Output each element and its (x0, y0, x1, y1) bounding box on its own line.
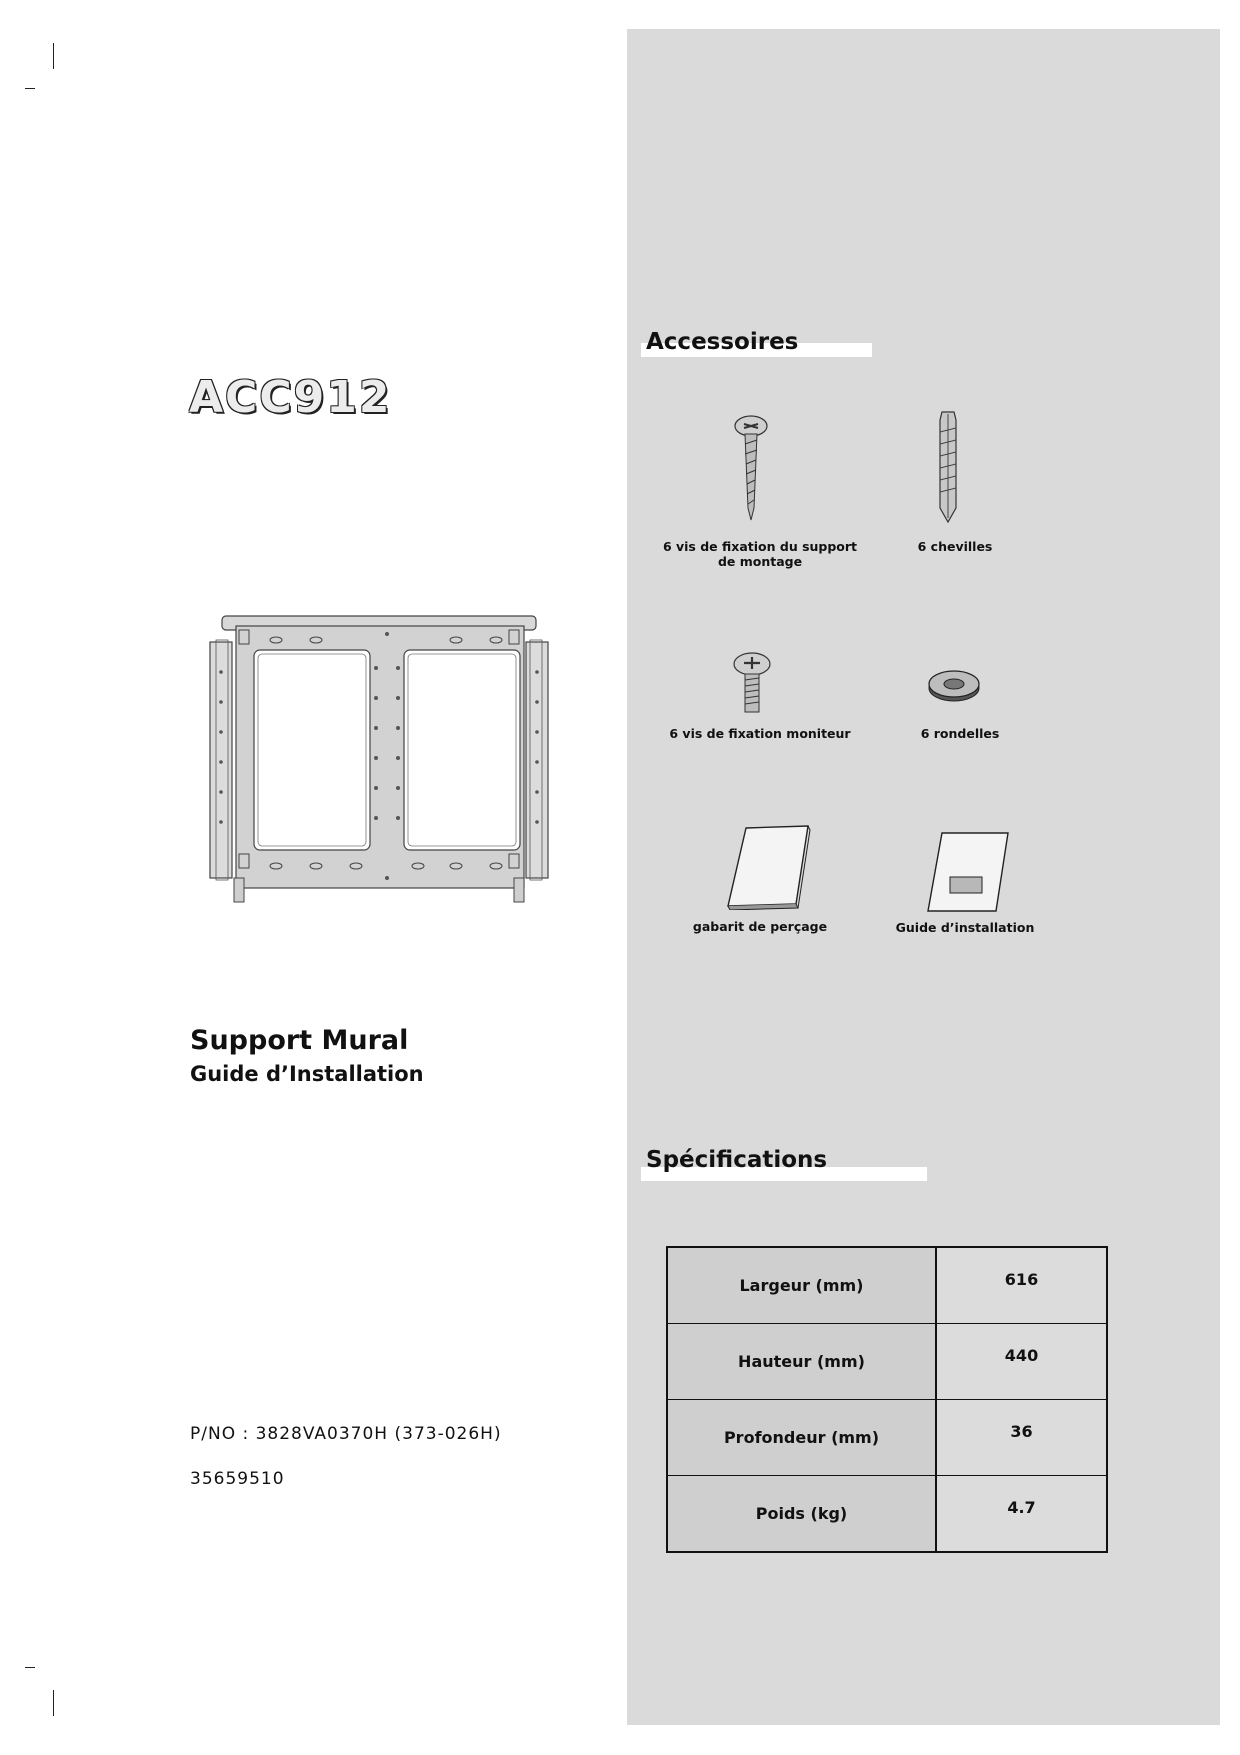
crop-mark (25, 88, 35, 89)
accessory-label: Guide d’installation (895, 920, 1035, 935)
accessories-heading: Accessoires (646, 329, 799, 355)
wall-anchor-icon (930, 408, 966, 526)
spec-label: Poids (kg) (667, 1476, 936, 1553)
table-row (667, 1400, 1107, 1476)
table-row (667, 1324, 1107, 1400)
accessory-label-line: de montage (717, 554, 803, 569)
accessory-label: gabarit de perçage (692, 919, 828, 934)
spec-label: Profondeur (mm) (667, 1400, 936, 1476)
specifications-heading: Spécifications (646, 1147, 828, 1173)
drilling-template-icon (722, 824, 812, 910)
wall-bracket-illustration (206, 612, 552, 906)
spec-value: 4.7 (936, 1476, 1107, 1553)
crop-mark (53, 43, 54, 69)
spec-value: 616 (936, 1247, 1107, 1324)
crop-mark (25, 1667, 35, 1668)
document-subtitle: Guide d’Installation (190, 1062, 424, 1086)
document-code: 35659510 (190, 1469, 285, 1489)
installation-guide-icon (926, 831, 1010, 913)
machine-screw-icon (730, 650, 774, 716)
accessory-label: 6 vis de fixation moniteur (669, 726, 851, 741)
spec-value: 36 (936, 1400, 1107, 1476)
specifications-table (666, 1246, 1108, 1553)
accessory-label: 6 chevilles (917, 539, 993, 554)
table-row (667, 1476, 1107, 1553)
model-number: ACC912 (189, 372, 392, 423)
spec-value: 440 (936, 1324, 1107, 1400)
table-row (667, 1247, 1107, 1324)
spec-label: Hauteur (mm) (667, 1324, 936, 1400)
accessory-label: 6 rondelles (920, 726, 1000, 741)
part-number: P/NO : 3828VA0370H (373-026H) (190, 1424, 502, 1444)
crop-mark (53, 1690, 54, 1716)
accessory-label (660, 539, 860, 569)
document-title: Support Mural (190, 1025, 409, 1056)
accessory-label-line: 6 vis de fixation du support (662, 539, 858, 554)
washer-icon (926, 666, 982, 706)
wood-screw-icon (730, 410, 772, 522)
spec-label: Largeur (mm) (667, 1247, 936, 1324)
